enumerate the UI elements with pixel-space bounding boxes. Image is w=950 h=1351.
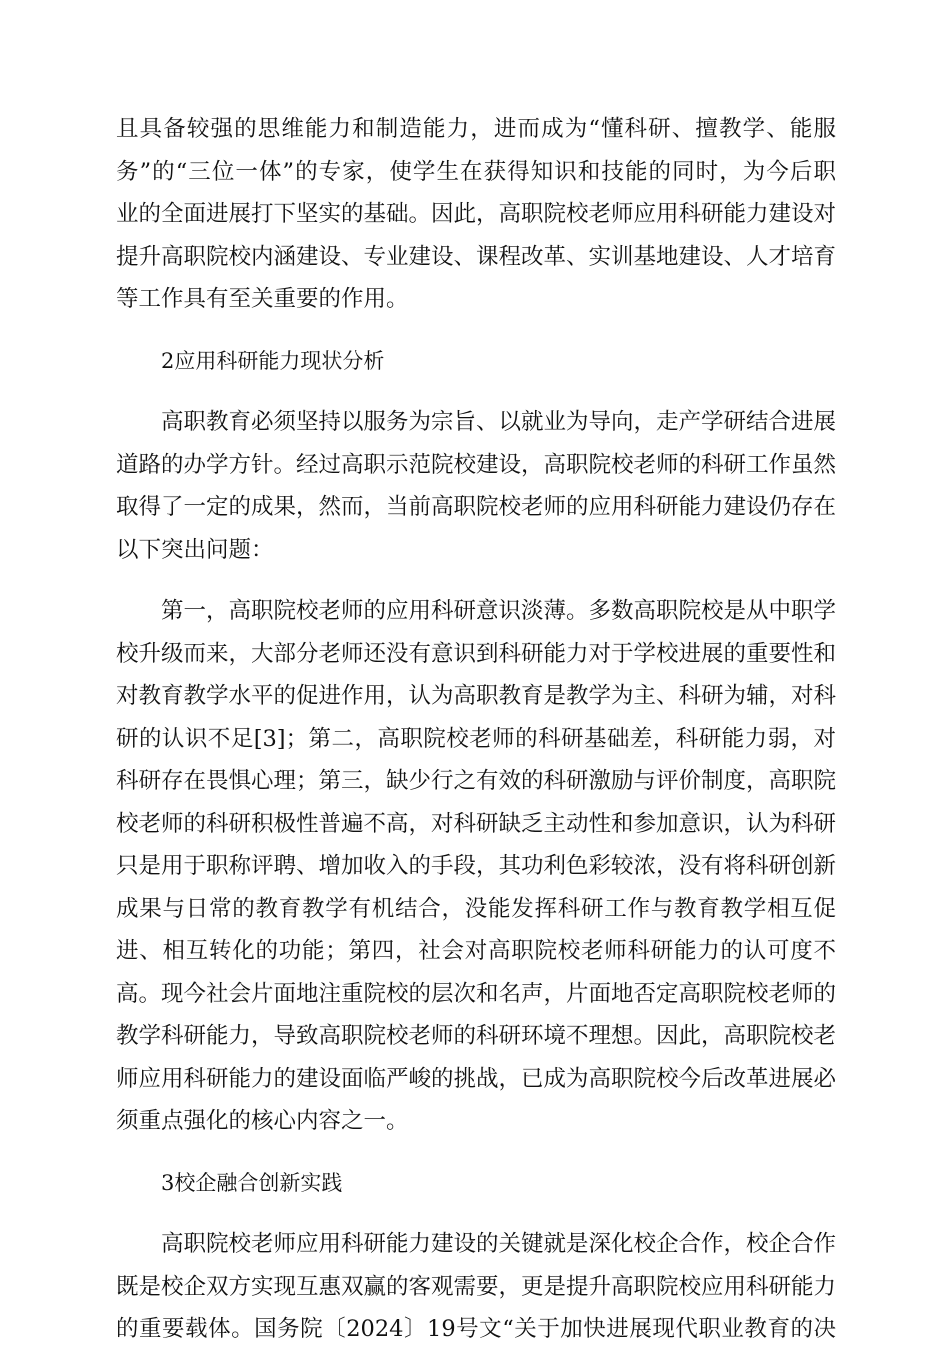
paragraph-gap [116,1204,836,1223]
paragraph-gap [116,1143,836,1162]
section-heading: 2应用科研能力现状分析 [161,348,385,373]
document-body [116,108,836,1351]
section-heading: 3校企融合创新实践 [161,1170,343,1195]
paragraph [116,108,836,321]
text-line: 高职院校老师应用科研能力建设的关键就是深化校企合作，校企合作 [161,1231,837,1257]
text-line: 校老师的科研积极性普遍不高，对科研缺乏主动性和参加意识，认为科研 [116,810,837,837]
paragraph [116,590,836,1143]
text-line: 科研存在畏惧心理；第三，缺少行之有效的科研激励与评价制度，高职院 [116,768,837,794]
text-line: 高。现今社会片面地注重院校的层次和名声，片面地否定高职院校老师的 [116,980,837,1007]
text-line: 提升高职院校内涵建设、专业建设、课程改革、实训基地建设、人才培育 [116,243,837,270]
text-line: 第一，高职院校老师的应用科研意识淡薄。多数高职院校是从中职学 [161,598,837,624]
text-line: 师应用科研能力的建设面临严峻的挑战，已成为高职院校今后改革进展必 [116,1065,837,1092]
text-line: 成果与日常的教育教学有机结合，没能发挥科研工作与教育教学相互促 [116,895,836,922]
text-line: 务”的“三位一体”的专家，使学生在获得知识和技能的同时，为今后职 [116,158,836,185]
text-line: 等工作具有至关重要的作用。 [116,286,409,312]
text-line: 的重要载体。国务院〔2024〕19号文“关于加快进展现代职业教育的决 [116,1316,836,1342]
text-line: 对教育教学水平的促进作用，认为高职教育是教学为主、科研为辅，对科 [116,683,837,709]
paragraph [116,401,836,571]
text-line: 高职教育必须坚持以服务为宗旨、以就业为导向，走产学研结合进展 [161,409,837,435]
text-line: 道路的办学方针。经过高职示范院校建设，高职院校老师的科研工作虽然 [116,451,837,478]
text-line: 进、相互转化的功能；第四，社会对高职院校老师科研能力的认可度不 [116,938,836,964]
text-line: 业的全面进展打下坚实的基础。因此，高职院校老师应用科研能力建设对 [116,201,837,227]
text-line: 取得了一定的成果，然而，当前高职院校老师的应用科研能力建设仍存在 [116,494,837,520]
text-line: 教学科研能力，导致高职院校老师的科研环境不理想。因此，高职院校老 [116,1023,837,1049]
paragraph-gap [116,382,836,401]
paragraph-gap [116,571,836,590]
paragraph-gap [116,321,836,340]
text-line: 须重点强化的核心内容之一。 [116,1108,409,1134]
text-line: 只是用于职称评聘、增加收入的手段，其功利色彩较浓，没有将科研创新 [116,853,837,879]
text-line: 研的认识不足[3]；第二，高职院校老师的科研基础差，科研能力弱，对 [116,725,836,752]
text-line: 以下突出问题： [116,536,274,563]
text-line: 既是校企双方实现互惠双赢的客观需要，更是提升高职院校应用科研能力 [116,1273,837,1300]
paragraph [116,1223,836,1351]
text-line: 校升级而来，大部分老师还没有意识到科研能力对于学校进展的重要性和 [116,640,837,667]
text-line: 且具备较强的思维能力和制造能力，进而成为“懂科研、擅教学、能服 [116,116,836,142]
